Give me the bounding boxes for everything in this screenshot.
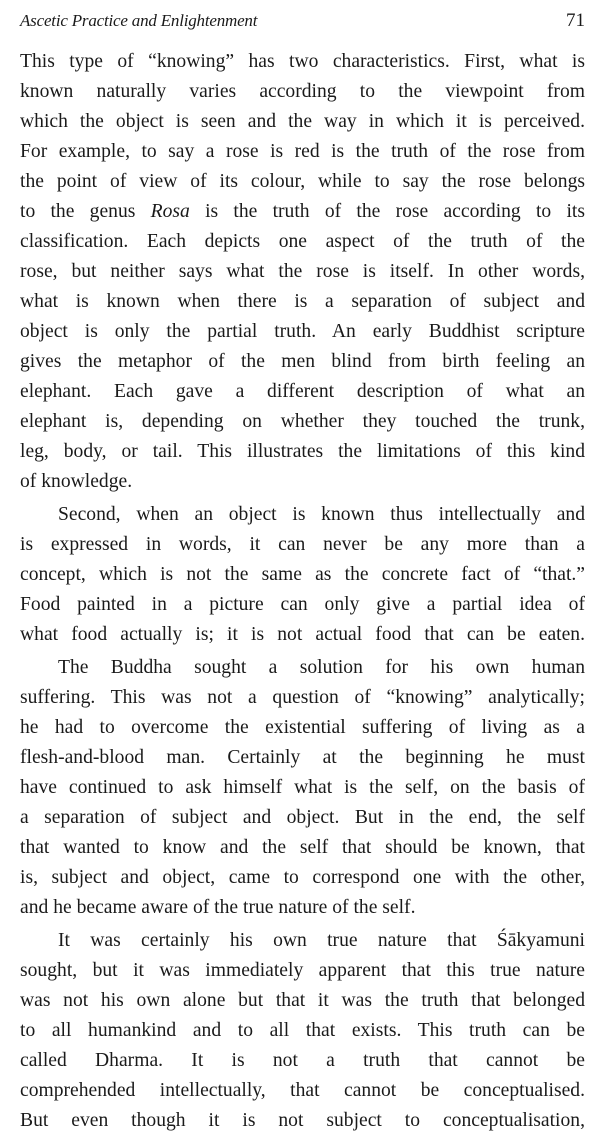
text-line: that wanted to know and the self that should be known, that bbox=[20, 837, 585, 858]
text-line: was not his own alone but that it was the truth that belonged bbox=[20, 990, 585, 1011]
text-line: the point of view of its colour, while to say the rose belongs bbox=[20, 171, 585, 192]
text-line: elephant is, depending on whether they touched the trunk, bbox=[20, 411, 585, 432]
text-line: to all humankind and to all that exists. This truth can be bbox=[20, 1020, 585, 1041]
text-line: The Buddha sought a solution for his own human bbox=[58, 657, 585, 678]
text-line: is, subject and object, came to correspond one with the other, bbox=[20, 867, 585, 888]
text-line: This type of “knowing” has two characteristics. First, what is bbox=[20, 51, 585, 72]
text-line: leg, body, or tail. This illustrates the limitations of this kind bbox=[20, 441, 585, 462]
text-line: what is known when there is a separation of subject and bbox=[20, 291, 585, 312]
text-line: classification. Each depicts one aspect of the truth of the bbox=[20, 231, 585, 252]
text-line: concept, which is not the same as the concrete fact of “that.” bbox=[20, 564, 585, 585]
text-line: object is only the partial truth. An early Buddhist scripture bbox=[20, 321, 585, 342]
text-line-with-italic bbox=[20, 197, 585, 227]
text-line: comprehended intellectually, that cannot be conceptualised. bbox=[20, 1080, 585, 1101]
text-line: flesh-and-blood man. Certainly at the beginning he must bbox=[20, 747, 585, 768]
italic-term-rosa: Rosa bbox=[150, 201, 190, 222]
paragraph-1 bbox=[20, 47, 585, 497]
body-text bbox=[20, 47, 585, 1136]
running-title: Ascetic Practice and Enlightenment bbox=[20, 11, 258, 30]
text-line: elephant. Each gave a different description of what an bbox=[20, 381, 585, 402]
text-line: what food actually is; it is not actual food that can be eaten. bbox=[20, 624, 585, 645]
text-line: called Dharma. It is not a truth that cannot be bbox=[20, 1050, 585, 1071]
paragraph-3 bbox=[20, 653, 585, 923]
text-line: a separation of subject and object. But in the end, the self bbox=[20, 807, 585, 828]
text-line: and he became aware of the true nature of the self. bbox=[20, 897, 416, 918]
paragraph-4 bbox=[20, 926, 585, 1136]
text-line: It was certainly his own true nature that Śākyamuni bbox=[58, 930, 585, 951]
text-line: have continued to ask himself what is the self, on the basis of bbox=[20, 777, 585, 798]
text-line: known naturally varies according to the viewpoint from bbox=[20, 81, 585, 102]
text-line: of knowledge. bbox=[20, 471, 133, 492]
text-line: Second, when an object is known thus intellectually and bbox=[58, 504, 585, 525]
running-head bbox=[20, 10, 585, 36]
page-number: 71 bbox=[566, 10, 585, 31]
text-line: is expressed in words, it can never be any more than a bbox=[20, 534, 585, 555]
text-line: which the object is seen and the way in which it is perceived. bbox=[20, 111, 585, 132]
text-line: But even though it is not subject to conceptualisation, bbox=[20, 1110, 585, 1131]
text-line: he had to overcome the existential suffering of living as a bbox=[20, 717, 585, 738]
text-line: sought, but it was immediately apparent that this true nature bbox=[20, 960, 585, 981]
text-line: gives the metaphor of the men blind from birth feeling an bbox=[20, 351, 585, 372]
text-line: suffering. This was not a question of “knowing” analytically; bbox=[20, 687, 585, 708]
text-line: For example, to say a rose is red is the truth of the rose from bbox=[20, 141, 585, 162]
text-fragment: is the truth of the rose according to its bbox=[189, 201, 585, 222]
paragraph-2 bbox=[20, 500, 585, 650]
text-line: rose, but neither says what the rose is itself. In other words, bbox=[20, 261, 585, 282]
text-fragment: to the genus bbox=[20, 201, 151, 222]
text-line: Food painted in a picture can only give a partial idea of bbox=[20, 594, 585, 615]
